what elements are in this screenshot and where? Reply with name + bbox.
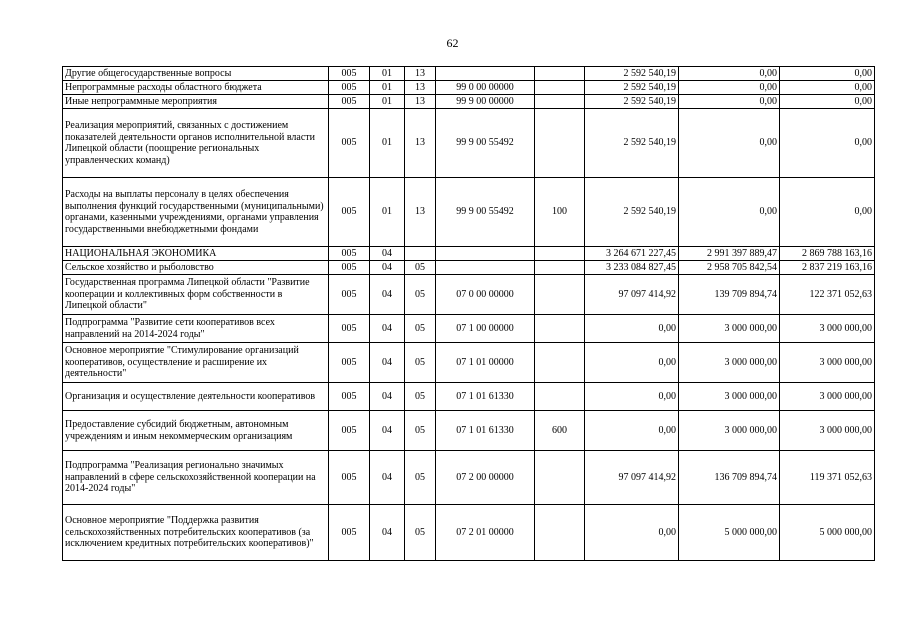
amount-col-2: 0,00 bbox=[679, 109, 780, 178]
table-row bbox=[63, 95, 875, 109]
row-name: Иные непрограммные мероприятия bbox=[63, 95, 329, 109]
target-article: 99 9 00 00000 bbox=[436, 95, 535, 109]
table-row bbox=[63, 315, 875, 343]
amount-col-3: 2 869 788 163,16 bbox=[780, 247, 875, 261]
table-row bbox=[63, 411, 875, 451]
target-article: 99 9 00 55492 bbox=[436, 178, 535, 247]
target-article: 07 2 01 00000 bbox=[436, 505, 535, 561]
subsection-code: 13 bbox=[405, 178, 436, 247]
amount-col-1: 97 097 414,92 bbox=[585, 451, 679, 505]
amount-col-2: 136 709 894,74 bbox=[679, 451, 780, 505]
admin-code: 005 bbox=[329, 505, 370, 561]
amount-col-1: 2 592 540,19 bbox=[585, 95, 679, 109]
target-article: 07 1 01 61330 bbox=[436, 411, 535, 451]
amount-col-3: 0,00 bbox=[780, 67, 875, 81]
amount-col-2: 3 000 000,00 bbox=[679, 383, 780, 411]
section-code: 04 bbox=[370, 451, 405, 505]
amount-col-3: 0,00 bbox=[780, 178, 875, 247]
amount-col-1: 2 592 540,19 bbox=[585, 109, 679, 178]
admin-code: 005 bbox=[329, 95, 370, 109]
section-code: 04 bbox=[370, 383, 405, 411]
expense-kind bbox=[535, 247, 585, 261]
subsection-code: 13 bbox=[405, 109, 436, 178]
amount-col-2: 3 000 000,00 bbox=[679, 411, 780, 451]
target-article bbox=[436, 247, 535, 261]
table-row bbox=[63, 178, 875, 247]
budget-table bbox=[62, 66, 875, 561]
section-code: 04 bbox=[370, 343, 405, 383]
expense-kind bbox=[535, 451, 585, 505]
section-code: 04 bbox=[370, 411, 405, 451]
section-code: 04 bbox=[370, 275, 405, 315]
admin-code: 005 bbox=[329, 343, 370, 383]
amount-col-1: 0,00 bbox=[585, 343, 679, 383]
amount-col-3: 5 000 000,00 bbox=[780, 505, 875, 561]
subsection-code: 05 bbox=[405, 315, 436, 343]
admin-code: 005 bbox=[329, 261, 370, 275]
amount-col-1: 0,00 bbox=[585, 411, 679, 451]
amount-col-2: 0,00 bbox=[679, 81, 780, 95]
section-code: 01 bbox=[370, 109, 405, 178]
amount-col-1: 97 097 414,92 bbox=[585, 275, 679, 315]
row-name: Расходы на выплаты персоналу в целях обеспечения выполнения функций государственными (муниципальными) органами, казенными учреждениями, органами управления государственными внебюджетными фондами bbox=[63, 178, 329, 247]
table-row bbox=[63, 451, 875, 505]
section-code: 04 bbox=[370, 315, 405, 343]
amount-col-3: 3 000 000,00 bbox=[780, 383, 875, 411]
row-name: Подпрограмма "Реализация регионально значимых направлений в сфере сельскохозяйственной кооперации на 2014-2024 годы" bbox=[63, 451, 329, 505]
amount-col-2: 3 000 000,00 bbox=[679, 315, 780, 343]
amount-col-2: 0,00 bbox=[679, 67, 780, 81]
target-article: 07 1 00 00000 bbox=[436, 315, 535, 343]
subsection-code: 13 bbox=[405, 81, 436, 95]
admin-code: 005 bbox=[329, 109, 370, 178]
subsection-code: 05 bbox=[405, 343, 436, 383]
admin-code: 005 bbox=[329, 411, 370, 451]
expense-kind bbox=[535, 109, 585, 178]
admin-code: 005 bbox=[329, 451, 370, 505]
amount-col-2: 3 000 000,00 bbox=[679, 343, 780, 383]
admin-code: 005 bbox=[329, 247, 370, 261]
admin-code: 005 bbox=[329, 67, 370, 81]
section-code: 04 bbox=[370, 261, 405, 275]
amount-col-1: 2 592 540,19 bbox=[585, 178, 679, 247]
page-number: 62 bbox=[446, 36, 459, 50]
target-article: 99 9 00 55492 bbox=[436, 109, 535, 178]
row-name: Основное мероприятие "Стимулирование организаций кооперативов, осуществление и расширение их деятельности" bbox=[63, 343, 329, 383]
subsection-code: 05 bbox=[405, 275, 436, 315]
amount-col-3: 0,00 bbox=[780, 109, 875, 178]
amount-col-1: 2 592 540,19 bbox=[585, 67, 679, 81]
amount-col-3: 3 000 000,00 bbox=[780, 411, 875, 451]
amount-col-3: 3 000 000,00 bbox=[780, 315, 875, 343]
table-row bbox=[63, 247, 875, 261]
admin-code: 005 bbox=[329, 315, 370, 343]
expense-kind bbox=[535, 343, 585, 383]
section-code: 01 bbox=[370, 95, 405, 109]
amount-col-2: 2 991 397 889,47 bbox=[679, 247, 780, 261]
amount-col-1: 0,00 bbox=[585, 383, 679, 411]
subsection-code: 05 bbox=[405, 411, 436, 451]
section-code: 01 bbox=[370, 67, 405, 81]
target-article bbox=[436, 67, 535, 81]
row-name: Непрограммные расходы областного бюджета bbox=[63, 81, 329, 95]
amount-col-2: 139 709 894,74 bbox=[679, 275, 780, 315]
table-row bbox=[63, 67, 875, 81]
amount-col-2: 0,00 bbox=[679, 95, 780, 109]
amount-col-3: 3 000 000,00 bbox=[780, 343, 875, 383]
target-article: 07 1 01 00000 bbox=[436, 343, 535, 383]
amount-col-3: 0,00 bbox=[780, 95, 875, 109]
subsection-code: 05 bbox=[405, 383, 436, 411]
section-code: 01 bbox=[370, 81, 405, 95]
target-article bbox=[436, 261, 535, 275]
amount-col-1: 0,00 bbox=[585, 315, 679, 343]
table-row bbox=[63, 261, 875, 275]
target-article: 07 1 01 61330 bbox=[436, 383, 535, 411]
subsection-code: 13 bbox=[405, 67, 436, 81]
amount-col-1: 2 592 540,19 bbox=[585, 81, 679, 95]
row-name: Реализация мероприятий, связанных с достижением показателей деятельности органов исполнительной власти Липецкой области (поощрение региональных управленческих команд) bbox=[63, 109, 329, 178]
section-code: 01 bbox=[370, 178, 405, 247]
amount-col-1: 3 233 084 827,45 bbox=[585, 261, 679, 275]
expense-kind bbox=[535, 95, 585, 109]
table-row bbox=[63, 505, 875, 561]
target-article: 07 2 00 00000 bbox=[436, 451, 535, 505]
subsection-code: 05 bbox=[405, 505, 436, 561]
subsection-code: 05 bbox=[405, 451, 436, 505]
amount-col-1: 3 264 671 227,45 bbox=[585, 247, 679, 261]
expense-kind: 100 bbox=[535, 178, 585, 247]
row-name: НАЦИОНАЛЬНАЯ ЭКОНОМИКА bbox=[63, 247, 329, 261]
subsection-code bbox=[405, 247, 436, 261]
table-row bbox=[63, 383, 875, 411]
section-code: 04 bbox=[370, 247, 405, 261]
amount-col-2: 5 000 000,00 bbox=[679, 505, 780, 561]
expense-kind bbox=[535, 261, 585, 275]
subsection-code: 13 bbox=[405, 95, 436, 109]
table-row bbox=[63, 275, 875, 315]
expense-kind bbox=[535, 315, 585, 343]
row-name: Предоставление субсидий бюджетным, автономным учреждениям и иным некоммерческим организациям bbox=[63, 411, 329, 451]
subsection-code: 05 bbox=[405, 261, 436, 275]
admin-code: 005 bbox=[329, 178, 370, 247]
row-name: Подпрограмма "Развитие сети кооперативов всех направлений на 2014-2024 годы" bbox=[63, 315, 329, 343]
amount-col-3: 2 837 219 163,16 bbox=[780, 261, 875, 275]
expense-kind bbox=[535, 505, 585, 561]
expense-kind bbox=[535, 67, 585, 81]
target-article: 07 0 00 00000 bbox=[436, 275, 535, 315]
amount-col-2: 2 958 705 842,54 bbox=[679, 261, 780, 275]
amount-col-1: 0,00 bbox=[585, 505, 679, 561]
table-row bbox=[63, 343, 875, 383]
table-row bbox=[63, 109, 875, 178]
expense-kind: 600 bbox=[535, 411, 585, 451]
amount-col-3: 122 371 052,63 bbox=[780, 275, 875, 315]
admin-code: 005 bbox=[329, 275, 370, 315]
row-name: Организация и осуществление деятельности кооперативов bbox=[63, 383, 329, 411]
admin-code: 005 bbox=[329, 81, 370, 95]
expense-kind bbox=[535, 383, 585, 411]
row-name: Основное мероприятие "Поддержка развития сельскохозяйственных потребительских кооперативов (за исключением кредитных потребительских кооперативов)" bbox=[63, 505, 329, 561]
amount-col-2: 0,00 bbox=[679, 178, 780, 247]
section-code: 04 bbox=[370, 505, 405, 561]
row-name: Другие общегосударственные вопросы bbox=[63, 67, 329, 81]
row-name: Сельское хозяйство и рыболовство bbox=[63, 261, 329, 275]
amount-col-3: 119 371 052,63 bbox=[780, 451, 875, 505]
expense-kind bbox=[535, 81, 585, 95]
expense-kind bbox=[535, 275, 585, 315]
admin-code: 005 bbox=[329, 383, 370, 411]
row-name: Государственная программа Липецкой области "Развитие кооперации и коллективных форм собственности в Липецкой области" bbox=[63, 275, 329, 315]
table-row bbox=[63, 81, 875, 95]
target-article: 99 0 00 00000 bbox=[436, 81, 535, 95]
amount-col-3: 0,00 bbox=[780, 81, 875, 95]
